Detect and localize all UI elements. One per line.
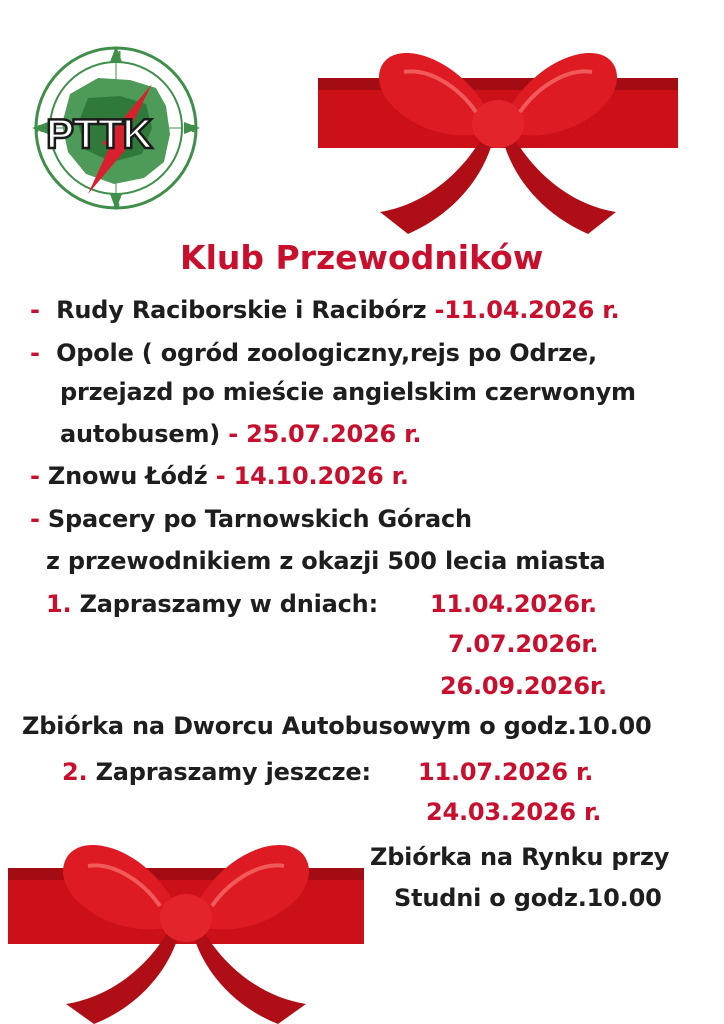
event-date: 11.07.2026 r. bbox=[418, 758, 594, 786]
item-date: -11.04.2026 r. bbox=[434, 296, 620, 324]
svg-text:E: E bbox=[191, 124, 198, 135]
svg-text:S: S bbox=[113, 199, 121, 210]
meeting-info: Studni o godz.10.00 bbox=[394, 884, 662, 912]
invitation-label: Zapraszamy jeszcze: bbox=[95, 758, 371, 786]
pttk-logo-text: PTTK bbox=[46, 110, 152, 157]
item-date: - 14.10.2026 r. bbox=[215, 462, 409, 490]
item-text: z przewodnikiem z okazji 500 lecia miasta bbox=[46, 547, 606, 575]
list-dash: - bbox=[30, 462, 40, 490]
event-date: 24.03.2026 r. bbox=[426, 798, 602, 826]
item-text: Rudy Raciborskie i Racibórz bbox=[56, 296, 427, 324]
list-item bbox=[30, 296, 619, 324]
item-text: Znowu Łódź bbox=[47, 462, 208, 490]
svg-text:W: W bbox=[34, 124, 46, 135]
event-date: 11.04.2026r. bbox=[430, 590, 597, 618]
item-text: Opole ( ogród zoologiczny,rejs po Odrze, bbox=[56, 339, 597, 367]
list-item-continuation bbox=[60, 420, 421, 448]
page-title: Klub Przewodników bbox=[180, 238, 544, 277]
list-dash: - bbox=[30, 505, 40, 533]
group-number: 1. bbox=[46, 590, 72, 618]
ribbon-bow-icon bbox=[318, 36, 678, 236]
item-date: - 25.07.2026 r. bbox=[228, 420, 422, 448]
list-item bbox=[30, 339, 597, 367]
list-item bbox=[30, 462, 409, 490]
item-text: przejazd po mieście angielskim czerwonym bbox=[60, 378, 636, 406]
group-number: 2. bbox=[62, 758, 88, 786]
item-text: autobusem) bbox=[60, 420, 221, 448]
item-text: Spacery po Tarnowskich Górach bbox=[47, 505, 472, 533]
pttk-logo bbox=[28, 44, 204, 212]
invitation-label: Zapraszamy w dniach: bbox=[79, 590, 378, 618]
svg-text:N: N bbox=[113, 50, 122, 61]
list-dash: - bbox=[30, 296, 40, 324]
list-dash: - bbox=[30, 339, 40, 367]
list-item bbox=[30, 505, 472, 533]
invitation-line bbox=[62, 758, 371, 786]
event-date: 7.07.2026r. bbox=[448, 630, 599, 658]
ribbon-bow-icon bbox=[8, 826, 364, 1024]
invitation-line bbox=[46, 590, 378, 618]
meeting-info: Zbiórka na Rynku przy bbox=[370, 843, 670, 871]
event-date: 26.09.2026r. bbox=[440, 672, 607, 700]
meeting-info: Zbiórka na Dworcu Autobusowym o godz.10.00 bbox=[22, 712, 652, 740]
